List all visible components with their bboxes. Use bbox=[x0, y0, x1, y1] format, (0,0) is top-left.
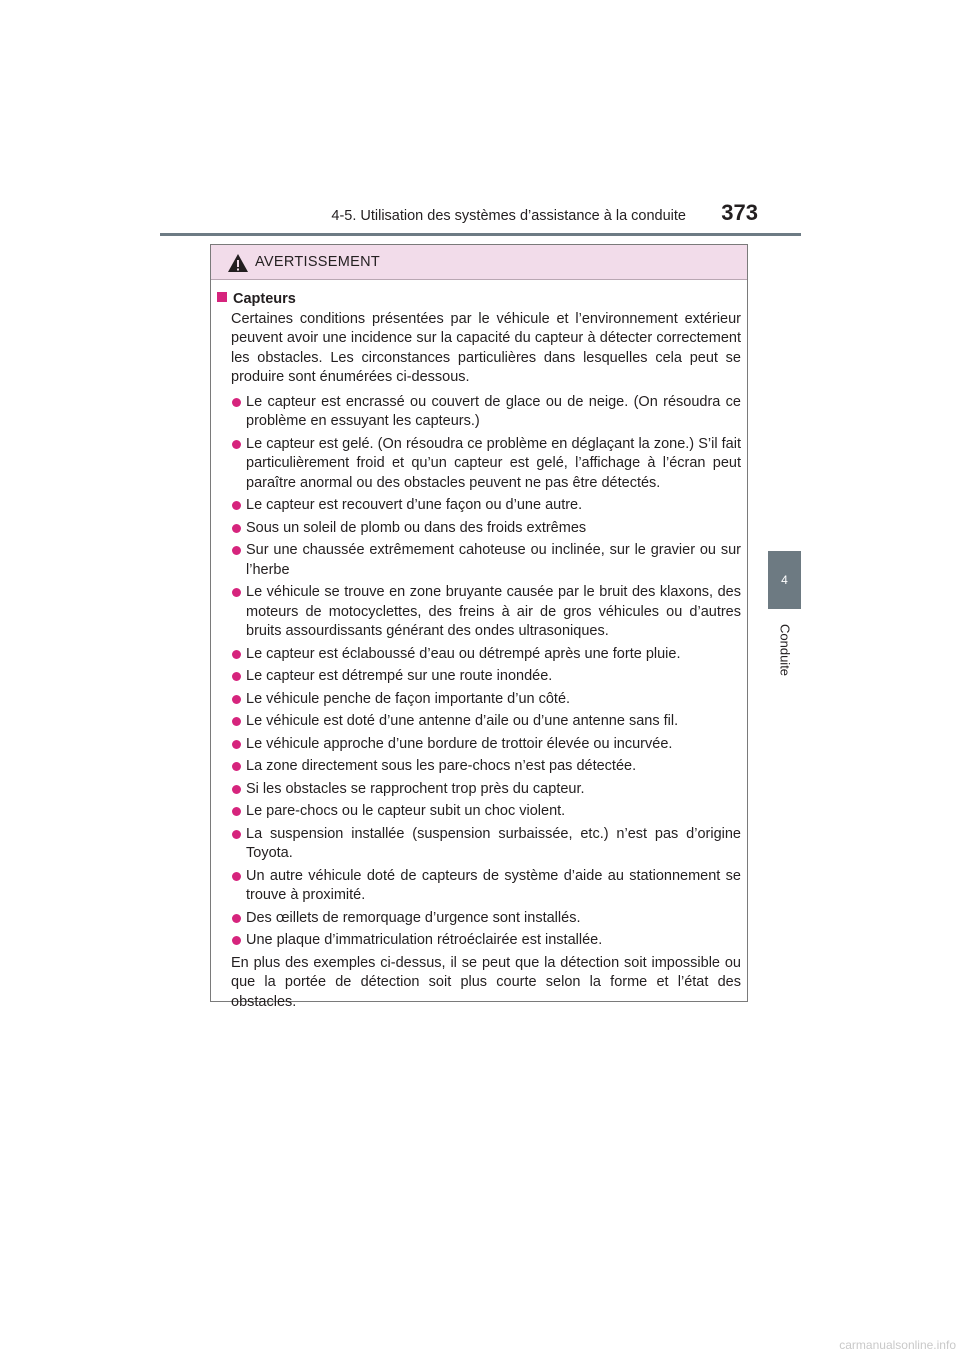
watermark: carmanualsonline.info bbox=[839, 1338, 956, 1352]
round-bullet-icon bbox=[232, 830, 241, 839]
list-item bbox=[217, 825, 741, 864]
list-item-text: Le véhicule approche d’une bordure de trottoir élevée ou incurvée. bbox=[246, 735, 673, 752]
page-number: 373 bbox=[721, 200, 758, 225]
list-item-text: Des œillets de remorquage d’urgence sont installés. bbox=[246, 909, 581, 926]
list-item bbox=[217, 690, 741, 710]
list-item-text: Une plaque d’immatriculation rétroéclairée est installée. bbox=[246, 932, 603, 948]
chapter-tab bbox=[768, 551, 801, 609]
list-item bbox=[217, 909, 741, 929]
list-item-text: Le capteur est gelé. (On résoudra ce problème en déglaçant la zone.) S’il fait particulièrement froid et qu’un capteur est gelé, l’affichage à l’écran peut paraître anormal ou des obstacles peuvent ne pas être détectés. bbox=[246, 435, 741, 491]
round-bullet-icon bbox=[232, 650, 241, 659]
heading-text: Capteurs bbox=[233, 291, 296, 307]
list-item bbox=[217, 496, 741, 516]
list-item-text: Le capteur est encrassé ou couvert de glace ou de neige. (On résoudra ce problème en essuyant les capteurs.) bbox=[246, 393, 741, 429]
bullet-list bbox=[217, 393, 741, 951]
round-bullet-icon bbox=[232, 440, 241, 449]
round-bullet-icon bbox=[232, 936, 241, 945]
round-bullet-icon bbox=[232, 588, 241, 597]
list-item bbox=[217, 780, 741, 800]
list-item-text: Sur une chaussée extrêmement cahoteuse ou inclinée, sur le gravier ou sur l’herbe bbox=[246, 542, 741, 578]
list-item bbox=[217, 393, 741, 432]
list-item bbox=[217, 931, 741, 951]
header-rule bbox=[160, 233, 801, 236]
list-item bbox=[217, 802, 741, 822]
warning-triangle-icon bbox=[227, 253, 249, 273]
list-item bbox=[217, 712, 741, 732]
list-item-text: Si les obstacles se rapprochent trop près du capteur. bbox=[246, 780, 585, 797]
list-item-text: Le véhicule se trouve en zone bruyante causée par le bruit des klaxons, des moteurs de motocyclettes, des freins à air de gros véhicules ou d’autres bruits assourdissants générant des ondes ultrasoniques. bbox=[246, 584, 741, 639]
round-bullet-icon bbox=[232, 914, 241, 923]
list-item-text: La zone directement sous les pare-chocs n’est pas détectée. bbox=[246, 758, 637, 774]
warning-body bbox=[211, 280, 747, 1012]
page-header bbox=[160, 200, 800, 234]
round-bullet-icon bbox=[232, 398, 241, 407]
round-bullet-icon bbox=[232, 785, 241, 794]
list-item-text: La suspension installée (suspension surbaissée, etc.) n’est pas d’origine Toyota. bbox=[246, 825, 741, 861]
list-item-text: Le capteur est détrempé sur une route inondée. bbox=[246, 668, 553, 684]
list-item bbox=[217, 645, 741, 665]
round-bullet-icon bbox=[232, 695, 241, 704]
list-item bbox=[217, 667, 741, 687]
warning-box bbox=[210, 244, 748, 1010]
round-bullet-icon bbox=[232, 546, 241, 555]
list-item-text: Un autre véhicule doté de capteurs de système d’aide au stationnement se trouve à proximité. bbox=[246, 867, 741, 903]
intro-paragraph: Certaines conditions présentées par le véhicule et l’environnement extérieur peuvent avoir une incidence sur la capacité du capteur à détecter correctement les obstacles. Les circonstances particulières dans lesquelles cela peut se produire sont énumérées ci-dessous. bbox=[231, 310, 741, 385]
warning-title: AVERTISSEMENT bbox=[255, 254, 381, 270]
list-item bbox=[217, 867, 741, 906]
chapter-number: 4 bbox=[781, 573, 788, 587]
section-title: 4-5. Utilisation des systèmes d’assistance à la conduite bbox=[331, 208, 686, 224]
list-item bbox=[217, 583, 741, 642]
round-bullet-icon bbox=[232, 740, 241, 749]
round-bullet-icon bbox=[232, 524, 241, 533]
list-item-text: Le véhicule penche de façon importante d’un côté. bbox=[246, 690, 571, 707]
outro-paragraph: En plus des exemples ci-dessus, il se peut que la détection soit impossible ou que la portée de détection soit plus courte selon la forme et l’état des obstacles. bbox=[231, 954, 741, 1010]
list-item-text: Sous un soleil de plomb ou dans des froids extrêmes bbox=[246, 519, 587, 536]
list-item-text: Le capteur est recouvert d’une façon ou d’une autre. bbox=[246, 497, 583, 513]
square-bullet-icon bbox=[217, 292, 227, 302]
list-item bbox=[217, 519, 741, 539]
list-item-text: Le pare-chocs ou le capteur subit un choc violent. bbox=[246, 803, 566, 819]
round-bullet-icon bbox=[232, 872, 241, 881]
warning-header bbox=[211, 245, 747, 280]
round-bullet-icon bbox=[232, 501, 241, 510]
round-bullet-icon bbox=[232, 762, 241, 771]
list-item-text: Le capteur est éclaboussé d’eau ou détrempé après une forte pluie. bbox=[246, 645, 681, 662]
warning-heading bbox=[217, 290, 741, 310]
list-item bbox=[217, 435, 741, 494]
list-item bbox=[217, 541, 741, 580]
chapter-label: Conduite bbox=[777, 623, 793, 677]
round-bullet-icon bbox=[232, 672, 241, 681]
list-item bbox=[217, 757, 741, 777]
list-item-text: Le véhicule est doté d’une antenne d’aile ou d’une antenne sans fil. bbox=[246, 713, 679, 729]
round-bullet-icon bbox=[232, 807, 241, 816]
round-bullet-icon bbox=[232, 717, 241, 726]
list-item bbox=[217, 735, 741, 755]
